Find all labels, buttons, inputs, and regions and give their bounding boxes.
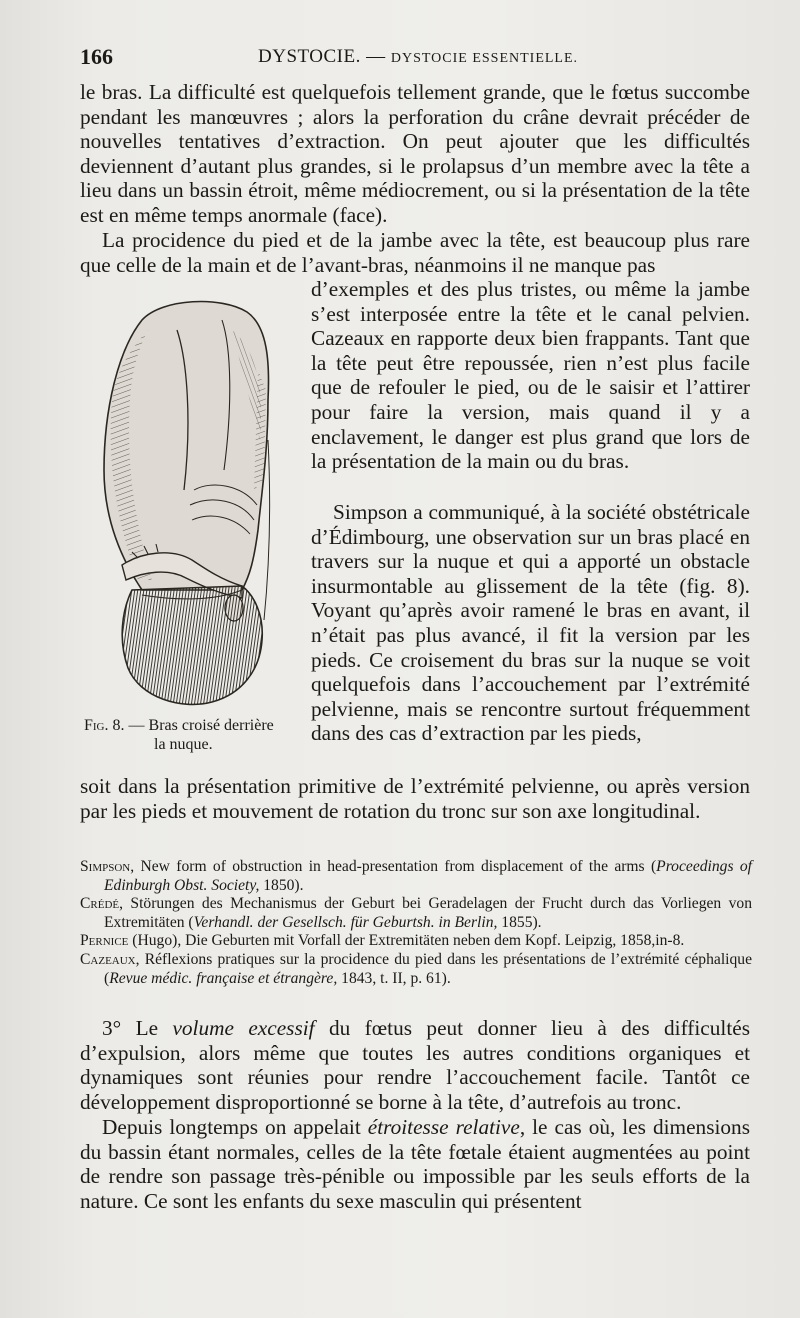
figure-label: Fig. 8. — [84, 717, 125, 734]
fetus-head — [122, 586, 262, 704]
reference-author: Pernice — [80, 932, 129, 950]
paragraph-3-continuation: soit dans la présentation primitive de l’extrémité pelvienne, ou après version par les pieds et mouvement de rotation du tronc sur son axe longitudinal. — [80, 774, 750, 823]
running-head-separator: — — [360, 46, 391, 67]
paragraph-2-full-width: La procidence du pied et de la jambe avec la tête, est beaucoup plus rare que celle de la main et de l’avant-bras, néanmoins il ne manque pas — [80, 228, 750, 277]
figure-caption-line-1: — Bras croisé derrière — [124, 717, 274, 734]
paragraph-5-lead: Depuis longtemps on appelait — [102, 1115, 368, 1139]
reference-tail: 1843, t. II, p. 61). — [337, 969, 451, 987]
running-head — [258, 46, 578, 68]
figure-caption-line-2: la nuque. — [154, 736, 213, 753]
reference-tail: 1855). — [497, 913, 542, 931]
reference-tail: 1850). — [259, 876, 304, 894]
reference-crede — [80, 895, 752, 932]
paragraph-3-beside-figure: Simpson a communiqué, à la société obstétricale d’Édimbourg, une observation sur un bras placé en travers sur la nuque et qui a apporté un obstacle insurmontable au glissement de la tête (fig. 8). Voyant qu’après avoir ramené le bras en avant, il n’était pas plus avancé, il fit la version par les pieds. Ce croisement du bras sur la nuque se voit quelquefois dans l’accouchement par l’extrémité pelvienne, mais se rencontre surtout fréquemment dans des cas d’extraction par les pieds, — [311, 500, 750, 746]
references — [80, 858, 752, 988]
reference-text: , Réflexions pratiques sur la procidence du pied dans les présentations de l’extrémité céphalique ( — [104, 950, 752, 987]
paragraph-2-beside-figure: d’exemples et des plus tristes, ou même la jambe s’est interposée entre la tête et le canal pelvien. Cazeaux en rapporte deux bien frappants. Tant que la tête peut être repoussée, rien n’est plus facile que de refouler le pied, ou de le saisir et l’attirer pour faire la version, mais quand il y a enclavement, le danger est plus grand que lors de la présentation de la main ou du bras. — [311, 277, 750, 474]
paragraph-4-lead: Le — [121, 1016, 173, 1040]
reference-author: Simpson — [80, 858, 131, 875]
reference-pernice — [80, 932, 752, 951]
paragraph-5 — [80, 1115, 750, 1213]
emphasis-etroitesse-relative: étroitesse relative — [367, 1115, 520, 1139]
emphasis-volume-excessif: volume excessif — [172, 1016, 315, 1040]
reference-source: Verhandl. der Gesellsch. für Geburtsh. in Berlin, — [193, 913, 498, 931]
running-head-main: DYSTOCIE. — [258, 46, 361, 67]
paragraph-5-body: , le cas où, les dimensions du bassin étant normales, celles de la tête fœtale étaient augmentées au point de rendre son passage très-pénible ou impossible par les seuls efforts de la nature. Ce sont les enfants du sexe masculin qui présentent — [80, 1115, 750, 1213]
running-head-sub: DYSTOCIE ESSENTIELLE. — [390, 51, 579, 66]
section-number: 3° — [102, 1016, 122, 1040]
figure-8-illustration — [82, 290, 304, 720]
paragraph-4-body: du fœtus peut donner lieu à des difficultés d’expulsion, alors même que toutes les autres conditions organiques et dynamiques sont réunies pour rendre l’accouchement facile. Tantôt ce développement disproportionné se borne à la tête, d’autrefois au tronc. — [80, 1016, 750, 1114]
paragraph-4 — [80, 1016, 750, 1114]
page-number: 166 — [80, 44, 113, 69]
reference-text: , Störungen des Mechanismus der Geburt bei Geradelagen der Frucht durch das Vorliegen von Extremitäten ( — [104, 895, 752, 931]
page-header — [80, 44, 750, 74]
reference-source: Revue médic. française et étrangère, — [109, 969, 338, 987]
reference-author: Cazeaux — [80, 950, 136, 968]
paragraph-1: le bras. La difficulté est quelquefois tellement grande, que le fœtus succombe pendant les manœuvres ; alors la perforation du crâne devrait précéder de nouvelles tentatives d’extraction. On peut ajouter que les difficultés deviennent d’autant plus grandes, si le prolapsus d’un membre avec la tête a lieu dans un bassin étroit, même médiocrement, ou si la présentation de la tête est en même temps anormale (face). — [80, 80, 750, 227]
reference-text: (Hugo), Die Geburten mit Vorfall der Extremitäten neben dem Kopf. Leipzig, 1858,in-8. — [128, 932, 685, 950]
reference-source: Proceedings of Edinburgh Obst. Society, — [104, 858, 753, 894]
reference-cazeaux — [80, 951, 752, 988]
reference-author: Crédé — [80, 895, 120, 913]
figure-8-caption — [84, 716, 306, 754]
reference-simpson — [80, 858, 752, 895]
reference-text: , New form of obstruction in head-presentation from displacement of the arms ( — [130, 858, 657, 875]
